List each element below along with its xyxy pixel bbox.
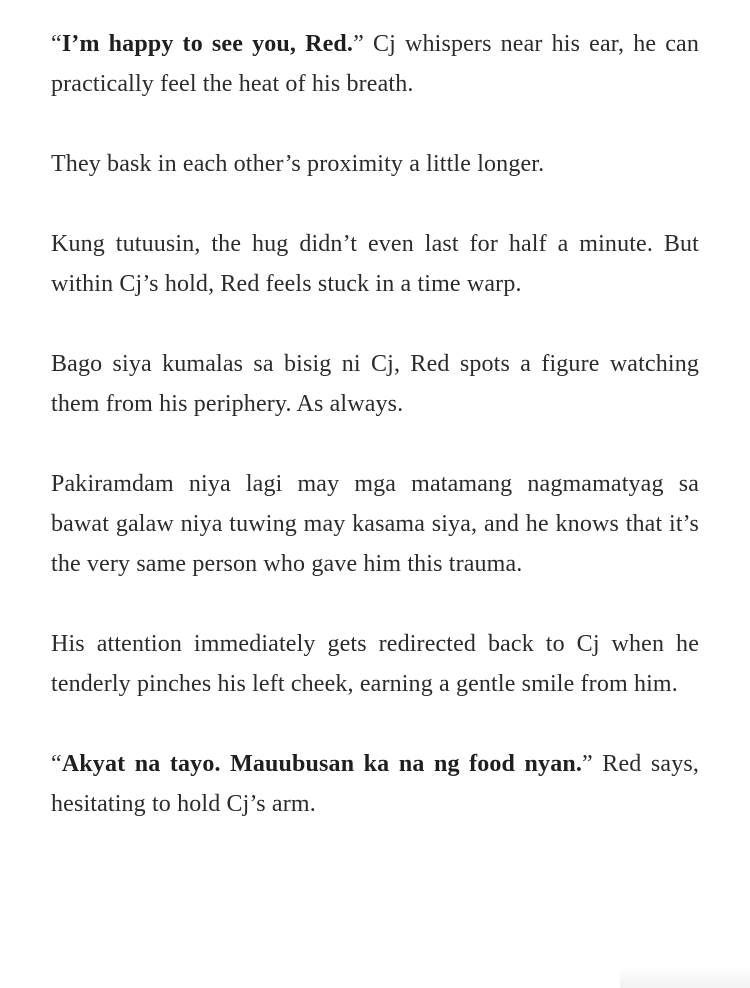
open-quote: “ <box>51 751 62 777</box>
paragraph-bask: They bask in each other’s proximity a little longer. <box>51 151 545 177</box>
corner-shadow <box>620 966 750 988</box>
paragraph-figure: Bago siya kumalas sa bisig ni Cj, Red spots a figure watching them from his periphery. As always. <box>51 351 699 417</box>
paragraph-dialogue-red <box>51 744 699 824</box>
dialogue-bold: Akyat na tayo. Mauubusan ka na ng food nyan. <box>61 751 582 777</box>
dialogue-tag: Red says, hesitating to hold Cj’s arm. <box>51 751 699 817</box>
open-quote: “ <box>51 31 62 57</box>
close-quote: ” <box>582 751 593 777</box>
paragraph-attention: His attention immediately gets redirected back to Cj when he tenderly pinches his left cheek, earning a gentle smile from him. <box>51 631 699 697</box>
paragraph-dialogue-cj <box>51 24 699 104</box>
paragraph-hug: Kung tutuusin, the hug didn’t even last for half a minute. But within Cj’s hold, Red feels stuck in a time warp. <box>51 231 699 297</box>
story-text <box>51 24 699 864</box>
dialogue-bold: I’m happy to see you, Red. <box>61 31 354 57</box>
paragraph-trauma: Pakiramdam niya lagi may mga matamang nagmamatyag sa bawat galaw niya tuwing may kasama siya, and he knows that it’s the very same person who gave him this trauma. <box>51 471 699 577</box>
close-quote: ” <box>353 31 364 57</box>
dialogue-tag: Cj whispers near his ear, he can practically feel the heat of his breath. <box>51 31 699 97</box>
